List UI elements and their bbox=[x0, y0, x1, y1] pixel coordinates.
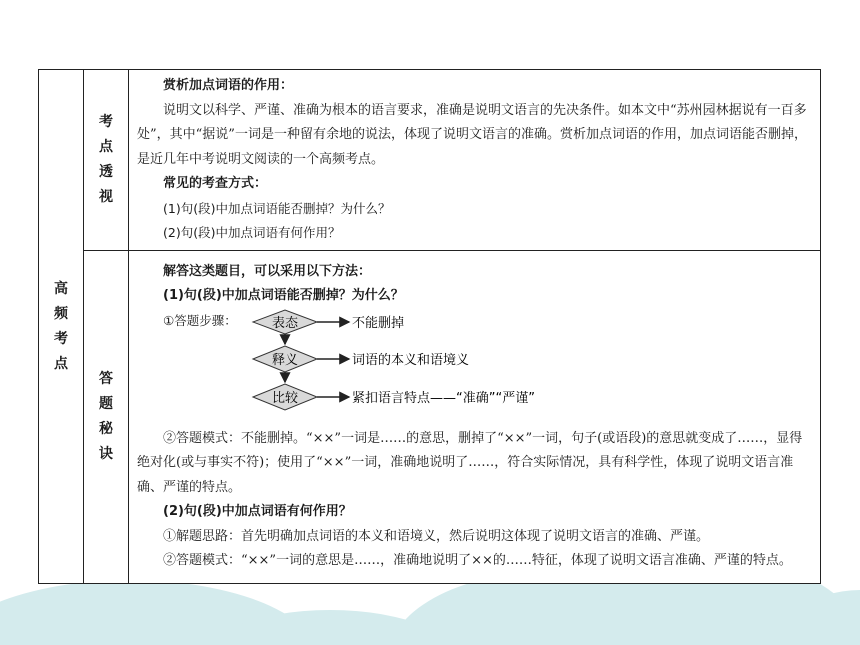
section1-label-char: 透 bbox=[99, 163, 113, 180]
solution-idea: ①解题思路：首先明确加点词语的本义和语境义，然后说明这体现了说明文语言的准确、严谨。 bbox=[163, 528, 710, 544]
flow-node-3-text: 比较 bbox=[271, 390, 299, 406]
section2-content bbox=[129, 250, 821, 584]
section1-item-1: (1)句(段)中加点词语能否删掉？为什么？ bbox=[163, 200, 391, 216]
flow-node-3 bbox=[253, 384, 317, 410]
category-char: 频 bbox=[54, 305, 68, 322]
flow-node-2 bbox=[253, 346, 317, 372]
flow-result-2: 词语的本义和语境义 bbox=[352, 352, 470, 368]
section1-item-2: (2)句(段)中加点词语有何作用？ bbox=[163, 225, 341, 240]
section1-label-char: 点 bbox=[99, 138, 113, 155]
answer-mode-2: ②答题模式：“××”一词的意思是……，准确地说明了××的……特征，体现了说明文语言准确、严谨的特点。 bbox=[163, 553, 792, 569]
flow-node-1 bbox=[253, 310, 317, 334]
section2-label-char: 秘 bbox=[99, 420, 113, 437]
section1-content bbox=[129, 70, 821, 251]
section2-label-char: 答 bbox=[99, 370, 113, 387]
section1-subheading: 常见的考查方式： bbox=[163, 176, 268, 191]
category-char: 高 bbox=[54, 280, 68, 297]
section2-q1: (1)句(段)中加点词语能否删掉？为什么？ bbox=[163, 288, 404, 304]
section1-heading: 赏析加点词语的作用： bbox=[163, 78, 294, 93]
category-char: 点 bbox=[54, 355, 68, 372]
section2-label-cell bbox=[84, 250, 129, 584]
section1-label-char: 视 bbox=[99, 188, 113, 205]
flowchart-svg bbox=[137, 309, 737, 427]
section1-label-char: 考 bbox=[99, 113, 113, 130]
flow-result-1: 不能删掉 bbox=[352, 315, 405, 331]
section1-label bbox=[84, 110, 128, 210]
answer-mode-1: ②答题模式：不能删掉。“××”一词是……的意思，删掉了“××”一词，句子(或语段)的意思就变成了……，显得绝对化(或与事实不符)；使用了“××”一词，准确地说明了……，符合实际情况，具有科学性，体现了说明文语言准确、严谨的特点。 bbox=[137, 430, 803, 495]
section2-q2: (2)句(段)中加点词语有何作用？ bbox=[163, 504, 352, 520]
flow-node-1-text: 表态 bbox=[271, 315, 299, 331]
section2-intro: 解答这类题目，可以采用以下方法： bbox=[163, 263, 372, 279]
section2-label-char: 诀 bbox=[99, 445, 113, 462]
section1-paragraph: 说明文以科学、严谨、准确为根本的语言要求，准确是说明文语言的先决条件。如本文中“苏州园林据说有一百多处”，其中“据说”一词是一种留有余地的说法，体现了说明文语言的准确。赏析加点词语的作用，加点词语能否删掉，是近几年中考说明文阅读的一个高频考点。 bbox=[137, 102, 807, 167]
step-label: ①答题步骤： bbox=[163, 312, 237, 328]
category-char: 考 bbox=[54, 330, 68, 347]
section1-label-cell bbox=[84, 70, 129, 251]
category-cell bbox=[39, 70, 84, 584]
flow-node-2-text: 释义 bbox=[271, 352, 299, 368]
flow-result-3: 紧扣语言特点——“准确”“严谨” bbox=[352, 390, 535, 406]
section2-label bbox=[84, 367, 128, 467]
answer-flowchart bbox=[137, 309, 814, 427]
section2-label-char: 题 bbox=[99, 395, 113, 412]
category-label bbox=[39, 277, 83, 377]
content-table bbox=[38, 69, 821, 584]
